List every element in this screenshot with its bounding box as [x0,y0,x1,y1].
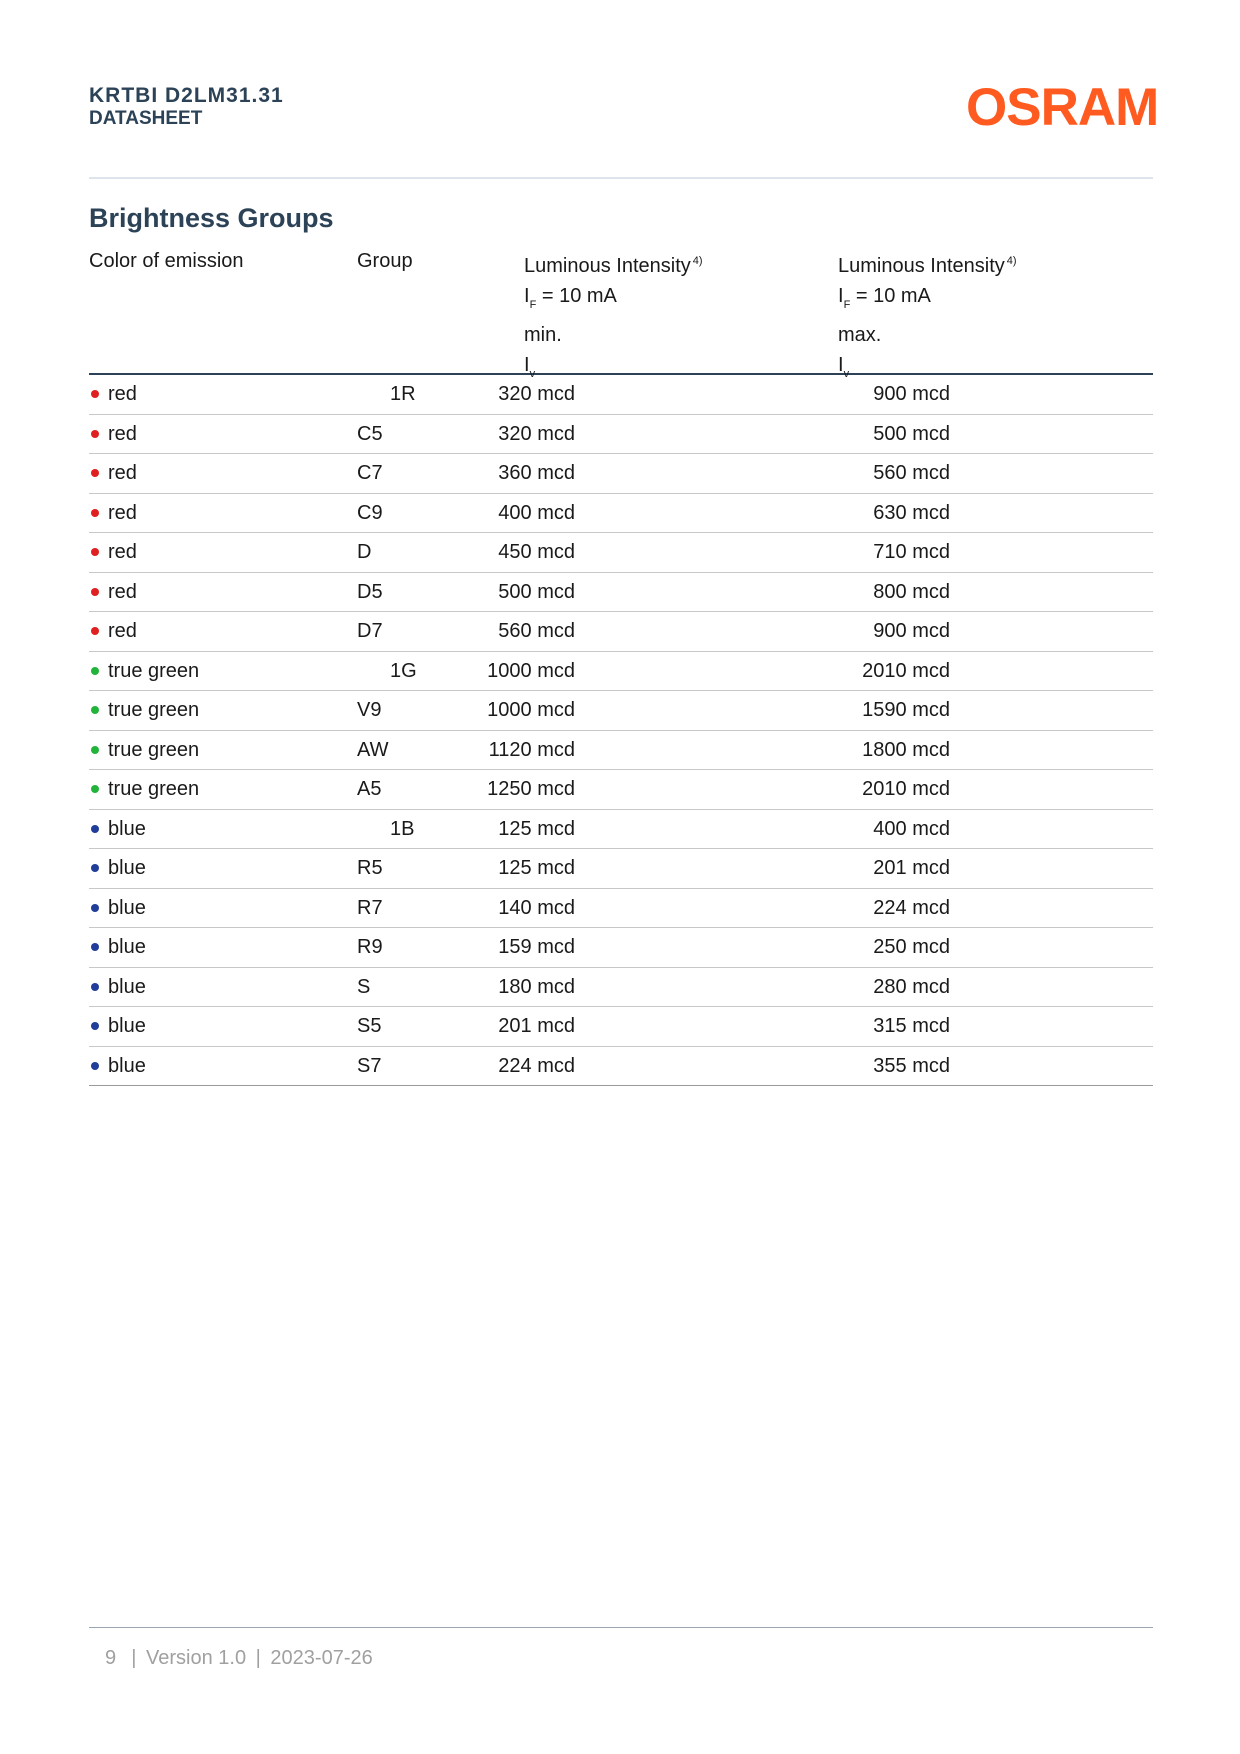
header-min-symbol-sub: F [529,299,537,311]
min-intensity-cell: 1000 mcd [487,699,575,721]
min-intensity-cell: 125 mcd [498,817,575,840]
color-cell: true green [108,778,200,800]
table-row [89,652,1153,692]
group-cell: V9 [357,699,382,721]
color-cell: blue [108,1015,146,1037]
color-dot-icon [91,390,99,398]
table-row [89,375,1153,415]
max-intensity-cell: 900 mcd [873,620,950,642]
header-divider [89,177,1153,179]
color-dot-icon [91,825,99,833]
brightness-groups-table [89,375,1153,1086]
table-row [89,889,1153,929]
min-intensity-cell: 320 mcd [498,383,575,405]
max-intensity-cell: 355 mcd [873,1054,950,1077]
group-cell: 1R [390,383,416,405]
header-max-unit-sub: v [843,368,850,380]
group-cell: D5 [357,580,383,603]
header-group: Group [357,250,413,272]
group-cell: R7 [357,896,383,919]
color-cell: true green [108,738,200,761]
max-intensity-cell: 900 mcd [873,383,950,405]
color-cell: red [108,501,137,524]
min-intensity-cell: 1000 mcd [487,659,575,682]
color-cell: blue [108,817,146,840]
min-intensity-cell: 140 mcd [498,896,575,919]
min-intensity-cell: 159 mcd [498,936,575,958]
color-cell: red [108,541,137,563]
page-footer: 9 | Version 1.0 | 2023-07-26 [105,1647,373,1669]
color-cell: red [108,580,137,603]
table-row [89,968,1153,1008]
table-row [89,573,1153,613]
color-cell: red [108,422,137,445]
min-intensity-cell: 201 mcd [498,1015,575,1037]
group-cell: C7 [357,462,383,484]
color-dot-icon [91,509,99,517]
group-cell: 1B [390,817,415,840]
max-intensity-cell: 224 mcd [873,896,950,919]
table-row [89,612,1153,652]
table-row [89,928,1153,968]
table-row [89,691,1153,731]
group-cell: 1G [390,659,417,682]
min-intensity-cell: 180 mcd [498,975,575,998]
header-max-unit-symbol: I [838,354,844,376]
group-cell: AW [357,738,389,761]
color-cell: blue [108,1054,146,1077]
header-max-symbol-sub: F [843,299,851,311]
document-product-name: KRTBI D2LM31.31 [89,84,284,107]
color-dot-icon [91,983,99,991]
min-intensity-cell: 320 mcd [498,422,575,445]
document-date: 2023-07-26 [270,1647,373,1669]
min-intensity-cell: 500 mcd [498,580,575,603]
max-intensity-cell: 710 mcd [873,541,950,563]
table-row [89,1047,1153,1087]
color-dot-icon [91,943,99,951]
table-row [89,533,1153,573]
group-cell: S5 [357,1015,382,1037]
min-intensity-cell: 125 mcd [498,857,575,879]
color-dot-icon [91,1062,99,1070]
min-intensity-cell: 224 mcd [498,1054,575,1077]
table-row [89,415,1153,455]
color-dot-icon [91,864,99,872]
color-dot-icon [91,588,99,596]
min-intensity-cell: 1120 mcd [488,738,575,761]
header-max-condition: = 10 mA [850,285,931,307]
header-max-title: Luminous Intensity [838,255,1005,277]
max-intensity-cell: 400 mcd [873,817,950,840]
table-row [89,810,1153,850]
color-cell: blue [108,975,146,998]
min-intensity-cell: 450 mcd [498,541,575,563]
max-intensity-cell: 560 mcd [873,462,950,484]
table-row [89,849,1153,889]
header-luminous-intensity-min [524,246,703,389]
group-cell: D [357,541,372,563]
header-min-title: Luminous Intensity [524,255,691,277]
table-row [89,770,1153,810]
osram-logo: OSRAM [966,78,1159,137]
header-color-of-emission: Color of emission [89,250,244,272]
max-intensity-cell: 280 mcd [873,975,950,998]
color-cell: red [108,462,137,484]
header-min-unit-sub: v [529,368,536,380]
color-cell: blue [108,857,146,879]
group-cell: C5 [357,422,383,445]
header-min-symbol: I [524,285,530,307]
header-min-kind: min. [524,324,562,346]
header-luminous-intensity-max [838,246,1017,389]
color-cell: blue [108,936,146,958]
color-dot-icon [91,548,99,556]
min-intensity-cell: 360 mcd [498,462,575,484]
color-cell: red [108,620,137,642]
document-type: DATASHEET [89,108,203,129]
max-intensity-cell: 250 mcd [873,936,950,958]
color-dot-icon [91,746,99,754]
min-intensity-cell: 400 mcd [498,501,575,524]
max-intensity-cell: 800 mcd [873,580,950,603]
group-cell: C9 [357,501,383,524]
color-dot-icon [91,469,99,477]
document-version: Version 1.0 [146,1647,247,1669]
table-row [89,731,1153,771]
group-cell: A5 [357,778,382,800]
color-cell: true green [108,659,200,682]
footer-divider [89,1627,1153,1628]
table-header [89,246,1153,380]
color-dot-icon [91,785,99,793]
group-cell: S7 [357,1054,382,1077]
max-intensity-cell: 2010 mcd [862,778,950,800]
color-dot-icon [91,706,99,714]
max-intensity-cell: 201 mcd [873,857,950,879]
color-dot-icon [91,627,99,635]
header-min-unit-symbol: I [524,354,530,376]
max-intensity-cell: 500 mcd [873,422,950,445]
max-intensity-cell: 1590 mcd [862,699,950,721]
header-max-symbol: I [838,285,844,307]
group-cell: R5 [357,857,383,879]
header-min-footnote: 4) [692,255,703,267]
header-min-condition: = 10 mA [536,285,617,307]
section-title: Brightness Groups [89,203,334,233]
group-cell: S [357,975,371,998]
header-max-footnote: 4) [1006,255,1017,267]
color-dot-icon [91,904,99,912]
color-dot-icon [91,667,99,675]
min-intensity-cell: 1250 mcd [487,778,575,800]
table-row [89,454,1153,494]
table-row [89,1007,1153,1047]
max-intensity-cell: 630 mcd [873,501,950,524]
color-dot-icon [91,1022,99,1030]
min-intensity-cell: 560 mcd [498,620,575,642]
page-number: 9 [105,1647,117,1669]
color-cell: blue [108,896,146,919]
color-cell: red [108,383,137,405]
color-dot-icon [91,430,99,438]
group-cell: R9 [357,936,383,958]
max-intensity-cell: 2010 mcd [862,659,950,682]
color-cell: true green [108,699,200,721]
max-intensity-cell: 1800 mcd [862,738,950,761]
group-cell: D7 [357,620,383,642]
max-intensity-cell: 315 mcd [873,1015,950,1037]
table-row [89,494,1153,534]
header-max-kind: max. [838,324,882,346]
